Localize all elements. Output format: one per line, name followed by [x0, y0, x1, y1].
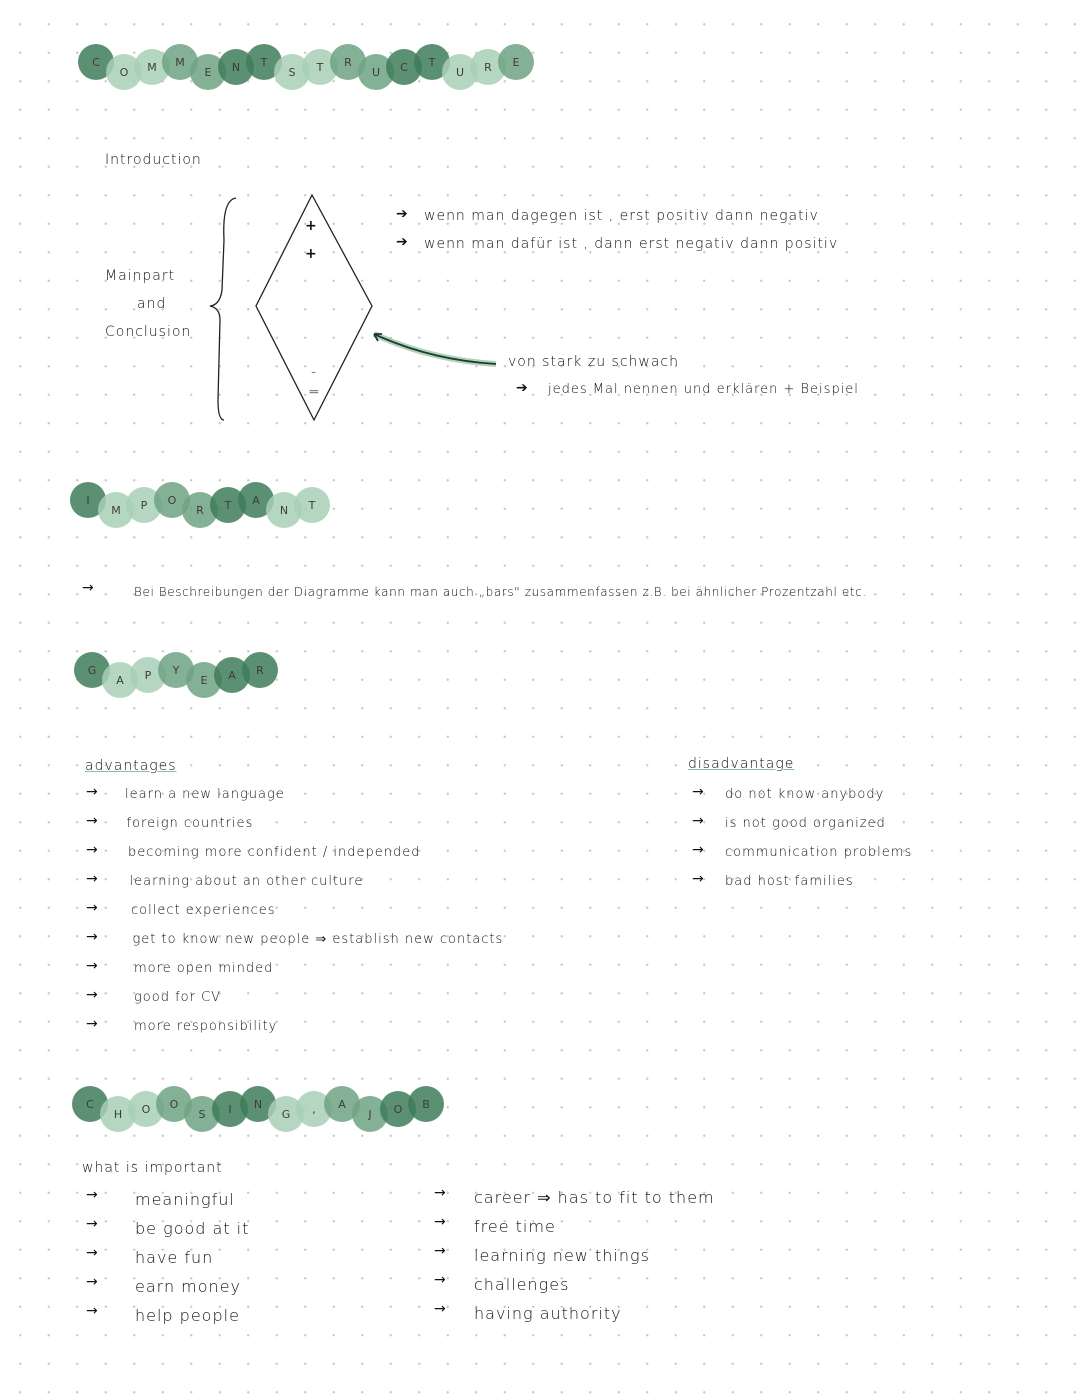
list-item: challenges	[474, 1275, 570, 1294]
title-letter-bubble: A	[214, 657, 250, 693]
list-item: more open minded	[134, 961, 274, 976]
title-letter-bubble: T	[414, 44, 450, 80]
arrow-icon: →	[86, 929, 98, 945]
title-letter-bubble: R	[242, 652, 278, 688]
and-label: and	[137, 296, 167, 312]
arrow-icon: →	[86, 1187, 98, 1203]
disadvantages-heading: disadvantage	[688, 756, 795, 772]
list-item: bad host families	[725, 874, 854, 889]
mainpart-label: Mainpart	[105, 268, 176, 284]
arrow-icon: ➔	[516, 380, 528, 396]
title-letter-bubble: E	[498, 44, 534, 80]
title-letter-bubble: O	[106, 54, 142, 90]
list-item: meaningful	[135, 1190, 235, 1209]
list-item: help people	[135, 1306, 240, 1325]
list-item: more responsibility	[134, 1019, 278, 1034]
title-letter-bubble: U	[442, 54, 478, 90]
arrow-icon: →	[86, 1016, 98, 1032]
title-letter-bubble: H	[100, 1096, 136, 1132]
title-letter-bubble: T	[294, 487, 330, 523]
arrow-icon: →	[692, 813, 704, 829]
arrow-icon: →	[86, 813, 98, 829]
title-letter-bubble: P	[126, 487, 162, 523]
conclusion-label: Conclusion	[105, 324, 192, 340]
list-item: learn a new language	[125, 787, 285, 802]
list-item: be good at it	[135, 1219, 250, 1238]
arrow-icon: →	[86, 842, 98, 858]
arrow-icon: →	[434, 1185, 446, 1201]
title-letter-bubble: C	[386, 49, 422, 85]
title-letter-bubble: A	[238, 482, 274, 518]
list-item: becoming more confident / independed	[128, 845, 421, 860]
title-letter-bubble: J	[352, 1096, 388, 1132]
arrow-icon: ➔	[396, 206, 408, 222]
title-letter-bubble: M	[134, 49, 170, 85]
list-item: learning new things	[474, 1246, 650, 1265]
title-letter-bubble: R	[470, 49, 506, 85]
title-letter-bubble: B	[408, 1086, 444, 1122]
title-letter-bubble: N	[240, 1086, 276, 1122]
title-letter-bubble: T	[246, 44, 282, 80]
title-letter-bubble: E	[186, 662, 222, 698]
list-item: having authority	[474, 1304, 622, 1323]
title-letter-bubble: S	[184, 1096, 220, 1132]
arrow-icon: →	[82, 580, 94, 596]
title-letter-bubble: M	[98, 492, 134, 528]
title-letter-bubble: O	[156, 1086, 192, 1122]
list-item: communication problems	[725, 845, 913, 860]
important-note: Bei Beschreibungen der Diagramme kann man auch „bars" zusammenfassen z.B. bei ähnlicher Prozentzahl etc.	[134, 585, 867, 599]
advantages-heading: advantages	[85, 758, 177, 774]
arrow-icon: →	[434, 1301, 446, 1317]
list-item: learning about an other culture	[129, 874, 364, 889]
title-letter-bubble: ,	[296, 1091, 332, 1127]
arrow-icon: →	[86, 784, 98, 800]
arrow-icon: →	[86, 900, 98, 916]
arrow-icon: →	[86, 1274, 98, 1290]
note-text: wenn man dagegen ist , erst positiv dann negativ	[424, 208, 819, 224]
arrow-icon: →	[86, 871, 98, 887]
title-letter-bubble: O	[380, 1091, 416, 1127]
title-letter-bubble: T	[302, 49, 338, 85]
arrow-icon: →	[434, 1272, 446, 1288]
minus-sign: =	[308, 384, 321, 400]
title-letter-bubble: N	[266, 492, 302, 528]
title-letter-bubble: U	[358, 54, 394, 90]
title-letter-bubble: A	[102, 662, 138, 698]
arrow-icon: →	[86, 1303, 98, 1319]
title-letter-bubble: Y	[158, 652, 194, 688]
title-letter-bubble: G	[74, 652, 110, 688]
arrow-icon: →	[86, 987, 98, 1003]
arrow-icon: →	[692, 871, 704, 887]
arrow-icon: →	[434, 1214, 446, 1230]
title-letter-bubble: C	[72, 1086, 108, 1122]
minus-sign: -	[311, 364, 318, 380]
arrow-icon: →	[692, 842, 704, 858]
title-letter-bubble: I	[212, 1091, 248, 1127]
title-letter-bubble: T	[210, 487, 246, 523]
note-text: wenn man dafür ist , dann erst negativ dann positiv	[424, 236, 839, 252]
list-item: get to know new people ⇒ establish new contacts	[132, 932, 504, 947]
list-item: free time	[474, 1217, 556, 1236]
list-item: earn money	[135, 1277, 241, 1296]
title-letter-bubble: R	[330, 44, 366, 80]
title-letter-bubble: C	[78, 44, 114, 80]
plus-sign: +	[305, 218, 318, 234]
list-item: career ⇒ has to fit to them	[474, 1188, 715, 1207]
arrow-icon: →	[86, 1245, 98, 1261]
title-letter-bubble: E	[190, 54, 226, 90]
list-item: have fun	[135, 1248, 214, 1267]
title-letter-bubble: P	[130, 657, 166, 693]
arrow-icon: →	[86, 958, 98, 974]
title-letter-bubble: R	[182, 492, 218, 528]
plus-sign: +	[305, 246, 318, 262]
note-text: von stark zu schwach	[508, 354, 679, 370]
note-text: jedes Mal nennen und erklären + Beispiel	[548, 382, 859, 397]
list-item: is not good organized	[725, 816, 886, 831]
arrow-icon: →	[692, 784, 704, 800]
title-letter-bubble: I	[70, 482, 106, 518]
list-item: good for CV	[134, 990, 222, 1005]
title-letter-bubble: O	[128, 1091, 164, 1127]
arrow-icon: →	[86, 1216, 98, 1232]
list-item: do not know anybody	[725, 787, 885, 802]
introduction-label: Introduction	[105, 152, 202, 168]
title-letter-bubble: S	[274, 54, 310, 90]
title-letter-bubble: A	[324, 1086, 360, 1122]
title-letter-bubble: G	[268, 1096, 304, 1132]
title-letter-bubble: M	[162, 44, 198, 80]
brace-icon	[210, 198, 236, 420]
arrow-icon: ➔	[396, 234, 408, 250]
list-item: collect experiences	[131, 903, 276, 918]
arrow-icon: →	[434, 1243, 446, 1259]
title-letter-bubble: O	[154, 482, 190, 518]
list-item: foreign countries	[126, 816, 254, 831]
job-heading: what is important	[82, 1160, 223, 1176]
title-letter-bubble: N	[218, 49, 254, 85]
